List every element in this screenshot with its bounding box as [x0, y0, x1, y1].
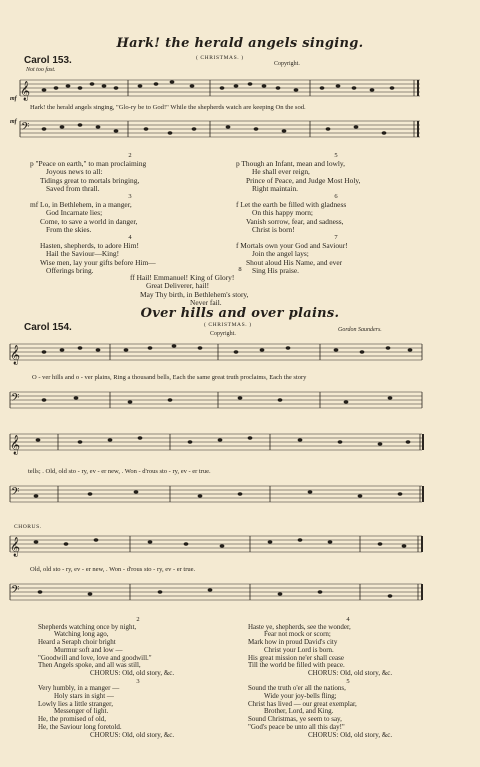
verse-line: Then Angels spoke, and all was still,: [38, 661, 141, 670]
verse-line: Messenger of light.: [54, 707, 109, 716]
verse-line: From the skies.: [46, 224, 92, 234]
carol-154-subtitle: ( CHRISTMAS. ): [204, 322, 252, 328]
carol-154-system-2-treble: [0, 430, 480, 460]
verse-number: 2: [136, 616, 140, 623]
tempo-marking: Not too fast.: [26, 67, 56, 73]
verse-line: May Thy birth, in Bethlehem's story,: [140, 289, 249, 299]
system-1-notes: [42, 344, 413, 353]
verse-line: Hail the Saviour—King!: [46, 249, 120, 259]
verse-line: Great Deliverer, hail!: [146, 281, 210, 291]
carol-154-title: Over hills and over plains.: [140, 306, 340, 321]
carol-154-verses-right: [248, 616, 448, 739]
verse-number: 7: [334, 234, 338, 242]
svg-text:𝄢: 𝄢: [11, 392, 20, 407]
chorus-label: CHORUS.: [14, 524, 42, 530]
verse-line: Come, to save a world in danger,: [40, 216, 138, 226]
svg-text:𝄞: 𝄞: [10, 345, 21, 365]
carol-153-lyric: Hark! the herald angels singing, "Glo-ry be to God!" While the shepherds watch are keeping On the sod.: [30, 104, 306, 111]
carol-154-number: Carol 154.: [24, 322, 72, 333]
dynamic-mf-treble: mf: [10, 96, 17, 102]
verse-line: f Mortals own your God and Saviour!: [236, 241, 348, 251]
verse-line: CHORUS: Old, old story, &c.: [308, 668, 393, 677]
svg-text:𝄢: 𝄢: [11, 486, 20, 501]
carol-154-system-2-bass: [0, 482, 480, 512]
carol-153-verse-8: [130, 266, 350, 307]
treble-clef-icon: 𝄞: [20, 81, 31, 101]
verse-number: 3: [128, 193, 132, 201]
verse-line: Lowly lies a little stranger,: [38, 699, 113, 708]
verse-line: ff Hail! Emmanuel! King of Glory!: [130, 273, 235, 283]
verse-line: Never fail.: [190, 297, 222, 307]
carol-154-lyric-3: Old, old sto - ry, ev - er new, . Won - d'rous sto - ry, ev - er true.: [30, 566, 196, 573]
verse-line: Sound the truth o'er all the nations,: [248, 684, 346, 693]
verse-line: Joyous news to all:: [46, 167, 103, 177]
carol-153-number: Carol 153.: [24, 55, 72, 66]
verse-line: Haste ye, shepherds, see the wonder,: [248, 622, 351, 631]
carol-154-system-1-bass: [0, 388, 480, 418]
verse-line: He shall ever reign,: [252, 167, 310, 177]
verse-line: God Incarnate lies;: [46, 208, 103, 218]
verse-line: CHORUS: Old, old story, &c.: [308, 730, 393, 739]
verse-line: Offerings bring.: [46, 265, 94, 275]
verse-line: Wide your joy-bells fling;: [264, 692, 337, 701]
verse-line: Very humbly, in a manger —: [38, 684, 120, 693]
verse-line: p "Peace on earth," to man proclaiming: [30, 159, 147, 169]
verse-line: Christ is born!: [252, 224, 295, 234]
verse-line: Hasten, shepherds, to adore Him!: [40, 241, 139, 251]
carol-153-verses-right: [236, 152, 436, 275]
verse-number: 5: [334, 152, 338, 159]
verse-line: Shout aloud His Name, and ever: [246, 257, 343, 267]
verse-line: Christ your Lord is born.: [264, 645, 334, 654]
verse-line: "God's peace be unto all this day!": [248, 722, 345, 731]
verse-number: 5: [346, 677, 350, 685]
verse-line: Tidings great to mortals bringing,: [40, 175, 140, 185]
verse-line: Wise men, lay your gifts before Him—: [40, 257, 156, 267]
verse-line: Sound Christmas, ye seem to say,: [248, 715, 342, 724]
verse-line: Prince of Peace, and Judge Most Holy,: [246, 175, 361, 185]
verse-line: Murmur soft and low —: [54, 645, 123, 654]
verse-line: CHORUS: Old, old story, &c.: [90, 668, 175, 677]
verse-line: Vanish sorrow, fear, and sadness,: [246, 216, 344, 226]
composer: Gordon Saunders.: [338, 327, 382, 333]
verse-number: 8: [238, 266, 242, 273]
verse-line: Mark how in proud David's city: [248, 638, 338, 647]
carol-154-system-3-bass: [0, 580, 480, 610]
verse-number: 4: [346, 616, 350, 623]
carol-153-verses-left: [30, 152, 230, 275]
verse-line: Brother, Lord, and King.: [264, 707, 334, 716]
verse-line: Christ has lived — our great exemplar,: [248, 699, 357, 708]
carol-154-system-3-treble: [0, 532, 480, 562]
carol-153-bass-staff: [0, 117, 480, 157]
verse-line: CHORUS: Old, old story, &c.: [90, 730, 175, 739]
verse-line: On this happy morn;: [252, 208, 313, 218]
carol-153-subtitle: ( CHRISTMAS. ): [196, 55, 244, 61]
verse-number: 3: [136, 677, 140, 685]
carol-153-copyright: Copyright.: [274, 61, 300, 67]
verse-number: 2: [128, 152, 132, 159]
verse-line: Shepherds watching once by night,: [38, 622, 137, 631]
verse-line: Saved from thrall.: [46, 183, 100, 193]
verse-line: Till the world be filled with peace.: [248, 661, 345, 670]
svg-text:𝄞: 𝄞: [10, 537, 21, 557]
carol-154-verses-left: [38, 616, 238, 739]
verse-line: p Though an Infant, mean and lowly,: [236, 159, 345, 169]
verse-line: Heard a Seraph choir bright: [38, 638, 116, 647]
verse-line: He, the Saviour long foretold.: [38, 722, 122, 731]
verse-line: mf Lo, in Bethlehem, in a manger,: [30, 200, 132, 210]
bass-clef-icon: 𝄢: [21, 121, 30, 136]
verse-line: Fear not mock or scorn;: [264, 630, 331, 639]
svg-text:𝄞: 𝄞: [10, 435, 21, 455]
verse-line: Holy stars in sight —: [54, 692, 114, 701]
verse-line: "Goodwill and love, love and goodwill.": [38, 653, 152, 662]
carol-154-system-1-treble: [0, 340, 480, 370]
carol-153-title: Hark! the herald angels singing.: [116, 36, 364, 51]
dynamic-mf-bass: mf: [10, 119, 17, 125]
verse-line: f Let the earth be filled with gladness: [236, 200, 347, 210]
verse-number: 6: [334, 193, 338, 201]
verse-line: He, the promised of old,: [38, 715, 107, 724]
verse-line: Sing His praise.: [252, 265, 300, 275]
verse-line: Right maintain.: [252, 183, 298, 193]
verse-line: Watching long ago,: [54, 630, 109, 639]
carol-153-treble-notes: [42, 80, 395, 91]
svg-text:𝄢: 𝄢: [11, 584, 20, 599]
verse-line: His great mission ne'er shall cease: [248, 653, 344, 662]
carol-154-lyric-1: O - ver hills and o - ver plains, Ring a thousand bells, Each the same great truth proclaims, Each the story: [32, 374, 307, 381]
carol-154-copyright: Copyright.: [210, 331, 236, 337]
carol-154-lyric-2: tells; . Old, old sto - ry, ev - er new, . Won - d'rous sto - ry, ev - er true.: [28, 468, 211, 475]
verse-number: 4: [128, 234, 132, 242]
verse-line: Join the angel lays;: [252, 249, 309, 259]
